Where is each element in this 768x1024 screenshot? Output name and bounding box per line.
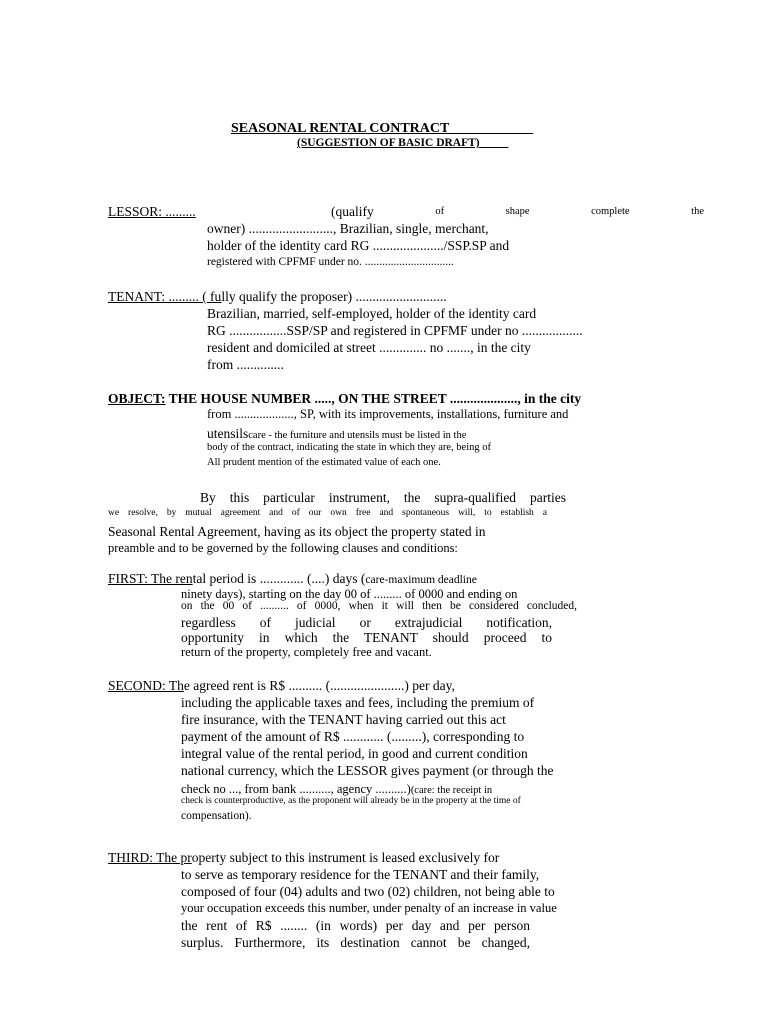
document-title xyxy=(231,122,533,136)
third-label-text: THIRD: The pr xyxy=(108,850,192,865)
lessor-line-4: registered with CPFMF under no. ............................... xyxy=(207,256,454,268)
second-line-8: check is counterproductive, as the proponent will already be in the property at the time of xyxy=(181,796,521,806)
tenant-line-1 xyxy=(108,290,447,304)
second-line-5: integral value of the rental period, in good and current condition xyxy=(181,746,528,761)
tenant-label-text: TENANT: ......... ( fu xyxy=(108,289,222,304)
first-line-1 xyxy=(108,572,477,587)
lessor-line-3: holder of the identity card RG ...................../SSP.SP and xyxy=(207,238,510,253)
second-line-6: national currency, which the LESSOR gives payment (or through the xyxy=(181,763,554,778)
second-line-2: including the applicable taxes and fees, including the premium of xyxy=(181,695,535,710)
third-line-2: to serve as temporary residence for the TENANT and their family, xyxy=(181,867,540,882)
first-care-note: care-maximum deadline xyxy=(365,574,477,586)
object-care-note: care - the furniture and utensils must be listed in the xyxy=(248,430,467,441)
lessor-word: (qualify xyxy=(331,204,374,219)
second-care-note: (care: the receipt in xyxy=(410,785,493,796)
third-line-1-rest: operty subject to this instrument is leased exclusively for xyxy=(191,850,500,865)
second-line-3: fire insurance, with the TENANT having carried out this act xyxy=(181,712,506,727)
preamble-line-1: By this particular instrument, the supra-qualified parties xyxy=(200,490,566,505)
first-line-6: return of the property, completely free and vacant. xyxy=(181,645,432,659)
second-line-7 xyxy=(181,781,492,797)
second-line-9: compensation). xyxy=(181,810,252,822)
tenant-line-5: from .............. xyxy=(207,357,284,372)
third-line-3: composed of four (04) adults and two (02) children, not being able to xyxy=(181,884,555,899)
first-line-4: regardless of judicial or extrajudicial notification, xyxy=(181,615,552,630)
tenant-line-2: Brazilian, married, self-employed, holder of the identity card xyxy=(207,306,537,321)
second-label-text: SECOND: Th xyxy=(108,678,184,693)
preamble-line-2: we resolve, by mutual agreement and of our own free and spontaneous will, to establish a xyxy=(108,508,547,518)
object-heading-text: THE HOUSE NUMBER ....., ON THE STREET ...................., in the city xyxy=(165,391,582,406)
preamble-line-3: Seasonal Rental Agreement, having as its object the property stated in xyxy=(108,524,486,539)
first-line-1-rest: tal period is ............. (....) days ( xyxy=(192,571,366,586)
second-line-1-rest: e agreed rent is R$ .......... (......................) per day, xyxy=(183,678,455,693)
object-line-5: All prudent mention of the estimated value of each one. xyxy=(207,457,441,468)
third-line-1 xyxy=(108,851,499,865)
lessor-word: shape xyxy=(505,206,530,217)
document-subtitle xyxy=(297,138,508,150)
object-line-3 xyxy=(207,426,466,442)
third-line-6: surplus. Furthermore, its destination cannot be changed, xyxy=(181,935,530,950)
lessor-word: the xyxy=(691,206,704,217)
second-check-details: check no ..., from bank .........., agency ..........) xyxy=(181,782,411,796)
title-text: SEASONAL RENTAL CONTRACT xyxy=(231,121,450,136)
third-line-4: your occupation exceeds this number, under penalty of an increase in value xyxy=(181,901,557,915)
lessor-word: complete xyxy=(591,206,630,217)
lessor-line-1 xyxy=(331,205,704,219)
tenant-line-3: RG .................SSP/SP and registered in CPFMF under no .................. xyxy=(207,323,583,338)
object-line-2: from ..................., SP, with its improvements, installations, furniture and xyxy=(207,407,569,421)
object-label-text: OBJECT: xyxy=(108,391,166,406)
first-line-2: ninety days), starting on the day 00 of ......... of 0000 and ending on xyxy=(181,587,518,601)
object-utensils-word: utensils xyxy=(207,426,249,441)
title-underline-trail xyxy=(449,121,533,136)
first-line-3: on the 00 of .......... of 0000, when it will then be considered concluded, xyxy=(181,600,577,612)
first-line-5: opportunity in which the TENANT should proceed to xyxy=(181,630,552,645)
first-label-text: FIRST: The ren xyxy=(108,571,193,586)
preamble-line-4: preamble and to be governed by the following clauses and conditions: xyxy=(108,541,458,555)
second-line-4: payment of the amount of R$ ............ (.........), corresponding to xyxy=(181,729,525,744)
lessor-label-text: LESSOR: ......... xyxy=(108,204,196,219)
subtitle-text: (SUGGESTION OF BASIC DRAFT) xyxy=(297,137,480,149)
third-line-5: the rent of R$ ........ (in words) per day and per person xyxy=(181,918,530,933)
tenant-line-4: resident and domiciled at street .............. no ......., in the city xyxy=(207,340,531,355)
lessor-line-2: owner) ........................., Brazilian, single, merchant, xyxy=(207,221,489,236)
lessor-word: of xyxy=(435,206,445,217)
second-line-1 xyxy=(108,679,455,693)
object-line-4: body of the contract, indicating the state in which they are, being of xyxy=(207,442,491,453)
object-heading xyxy=(108,392,581,406)
lessor-label xyxy=(108,205,196,219)
subtitle-underline-trail xyxy=(480,137,509,149)
tenant-label-rest: lly qualify the proposer) ........................... xyxy=(221,289,447,304)
